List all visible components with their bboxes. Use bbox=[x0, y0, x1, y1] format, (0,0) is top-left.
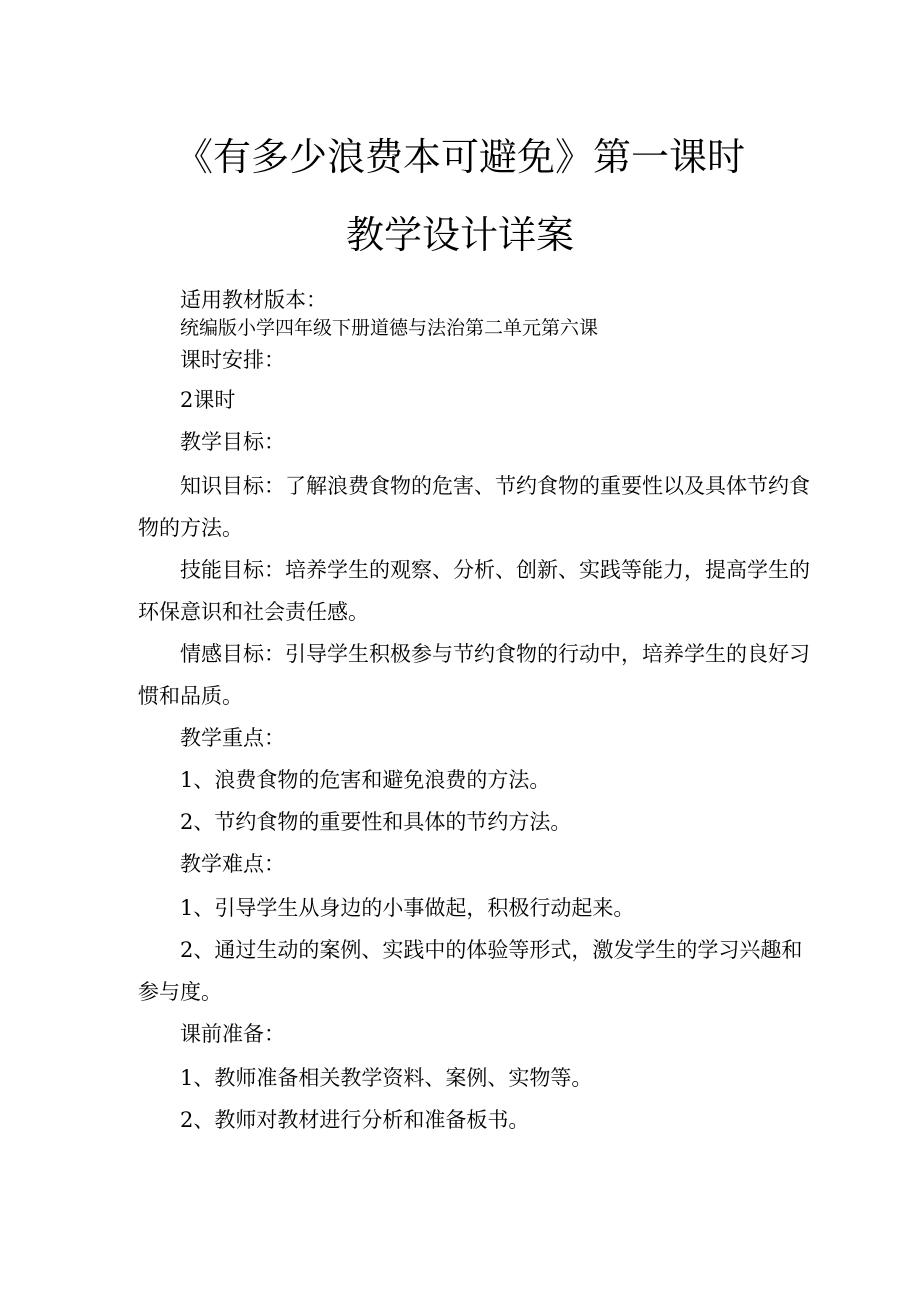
knowledge-objective: 知识目标：了解浪费食物的危害、节约食物的重要性以及具体节约食 bbox=[180, 474, 810, 498]
skill-objective-cont: 环保意识和社会责任感。 bbox=[138, 600, 369, 624]
key-point-1: 1、浪费食物的危害和避免浪费的方法。 bbox=[180, 768, 551, 792]
difficulty-2-cont: 参与度。 bbox=[138, 980, 222, 1004]
difficulties-heading: 教学难点： bbox=[180, 852, 285, 876]
schedule-value: 2课时 bbox=[180, 388, 236, 412]
knowledge-objective-cont: 物的方法。 bbox=[138, 516, 243, 540]
preparation-1: 1、教师准备相关教学资料、案例、实物等。 bbox=[180, 1066, 593, 1090]
objectives-heading: 教学目标： bbox=[180, 430, 285, 454]
emotion-objective-cont: 惯和品质。 bbox=[138, 684, 243, 708]
difficulty-1: 1、引导学生从身边的小事做起，积极行动起来。 bbox=[180, 896, 635, 920]
preparation-heading: 课前准备： bbox=[180, 1022, 285, 1046]
textbook-version-value: 统编版小学四年级下册道德与法治第二单元第六课 bbox=[180, 317, 599, 339]
document-subtitle: 教学设计详案 bbox=[345, 213, 574, 257]
emotion-objective: 情感目标：引导学生积极参与节约食物的行动中，培养学生的良好习 bbox=[180, 642, 810, 666]
textbook-version-label: 适用教材版本： bbox=[180, 288, 327, 312]
key-points-heading: 教学重点： bbox=[180, 726, 285, 750]
preparation-2: 2、教师对教材进行分析和准备板书。 bbox=[180, 1108, 530, 1132]
schedule-label: 课时安排： bbox=[180, 348, 285, 372]
difficulty-2: 2、通过生动的案例、实践中的体验等形式，激发学生的学习兴趣和 bbox=[180, 938, 803, 962]
key-point-2: 2、节约食物的重要性和具体的节约方法。 bbox=[180, 810, 572, 834]
document-title: 《有多少浪费本可避免》第一课时 bbox=[174, 135, 745, 179]
skill-objective: 技能目标：培养学生的观察、分析、创新、实践等能力，提高学生的 bbox=[180, 558, 810, 582]
